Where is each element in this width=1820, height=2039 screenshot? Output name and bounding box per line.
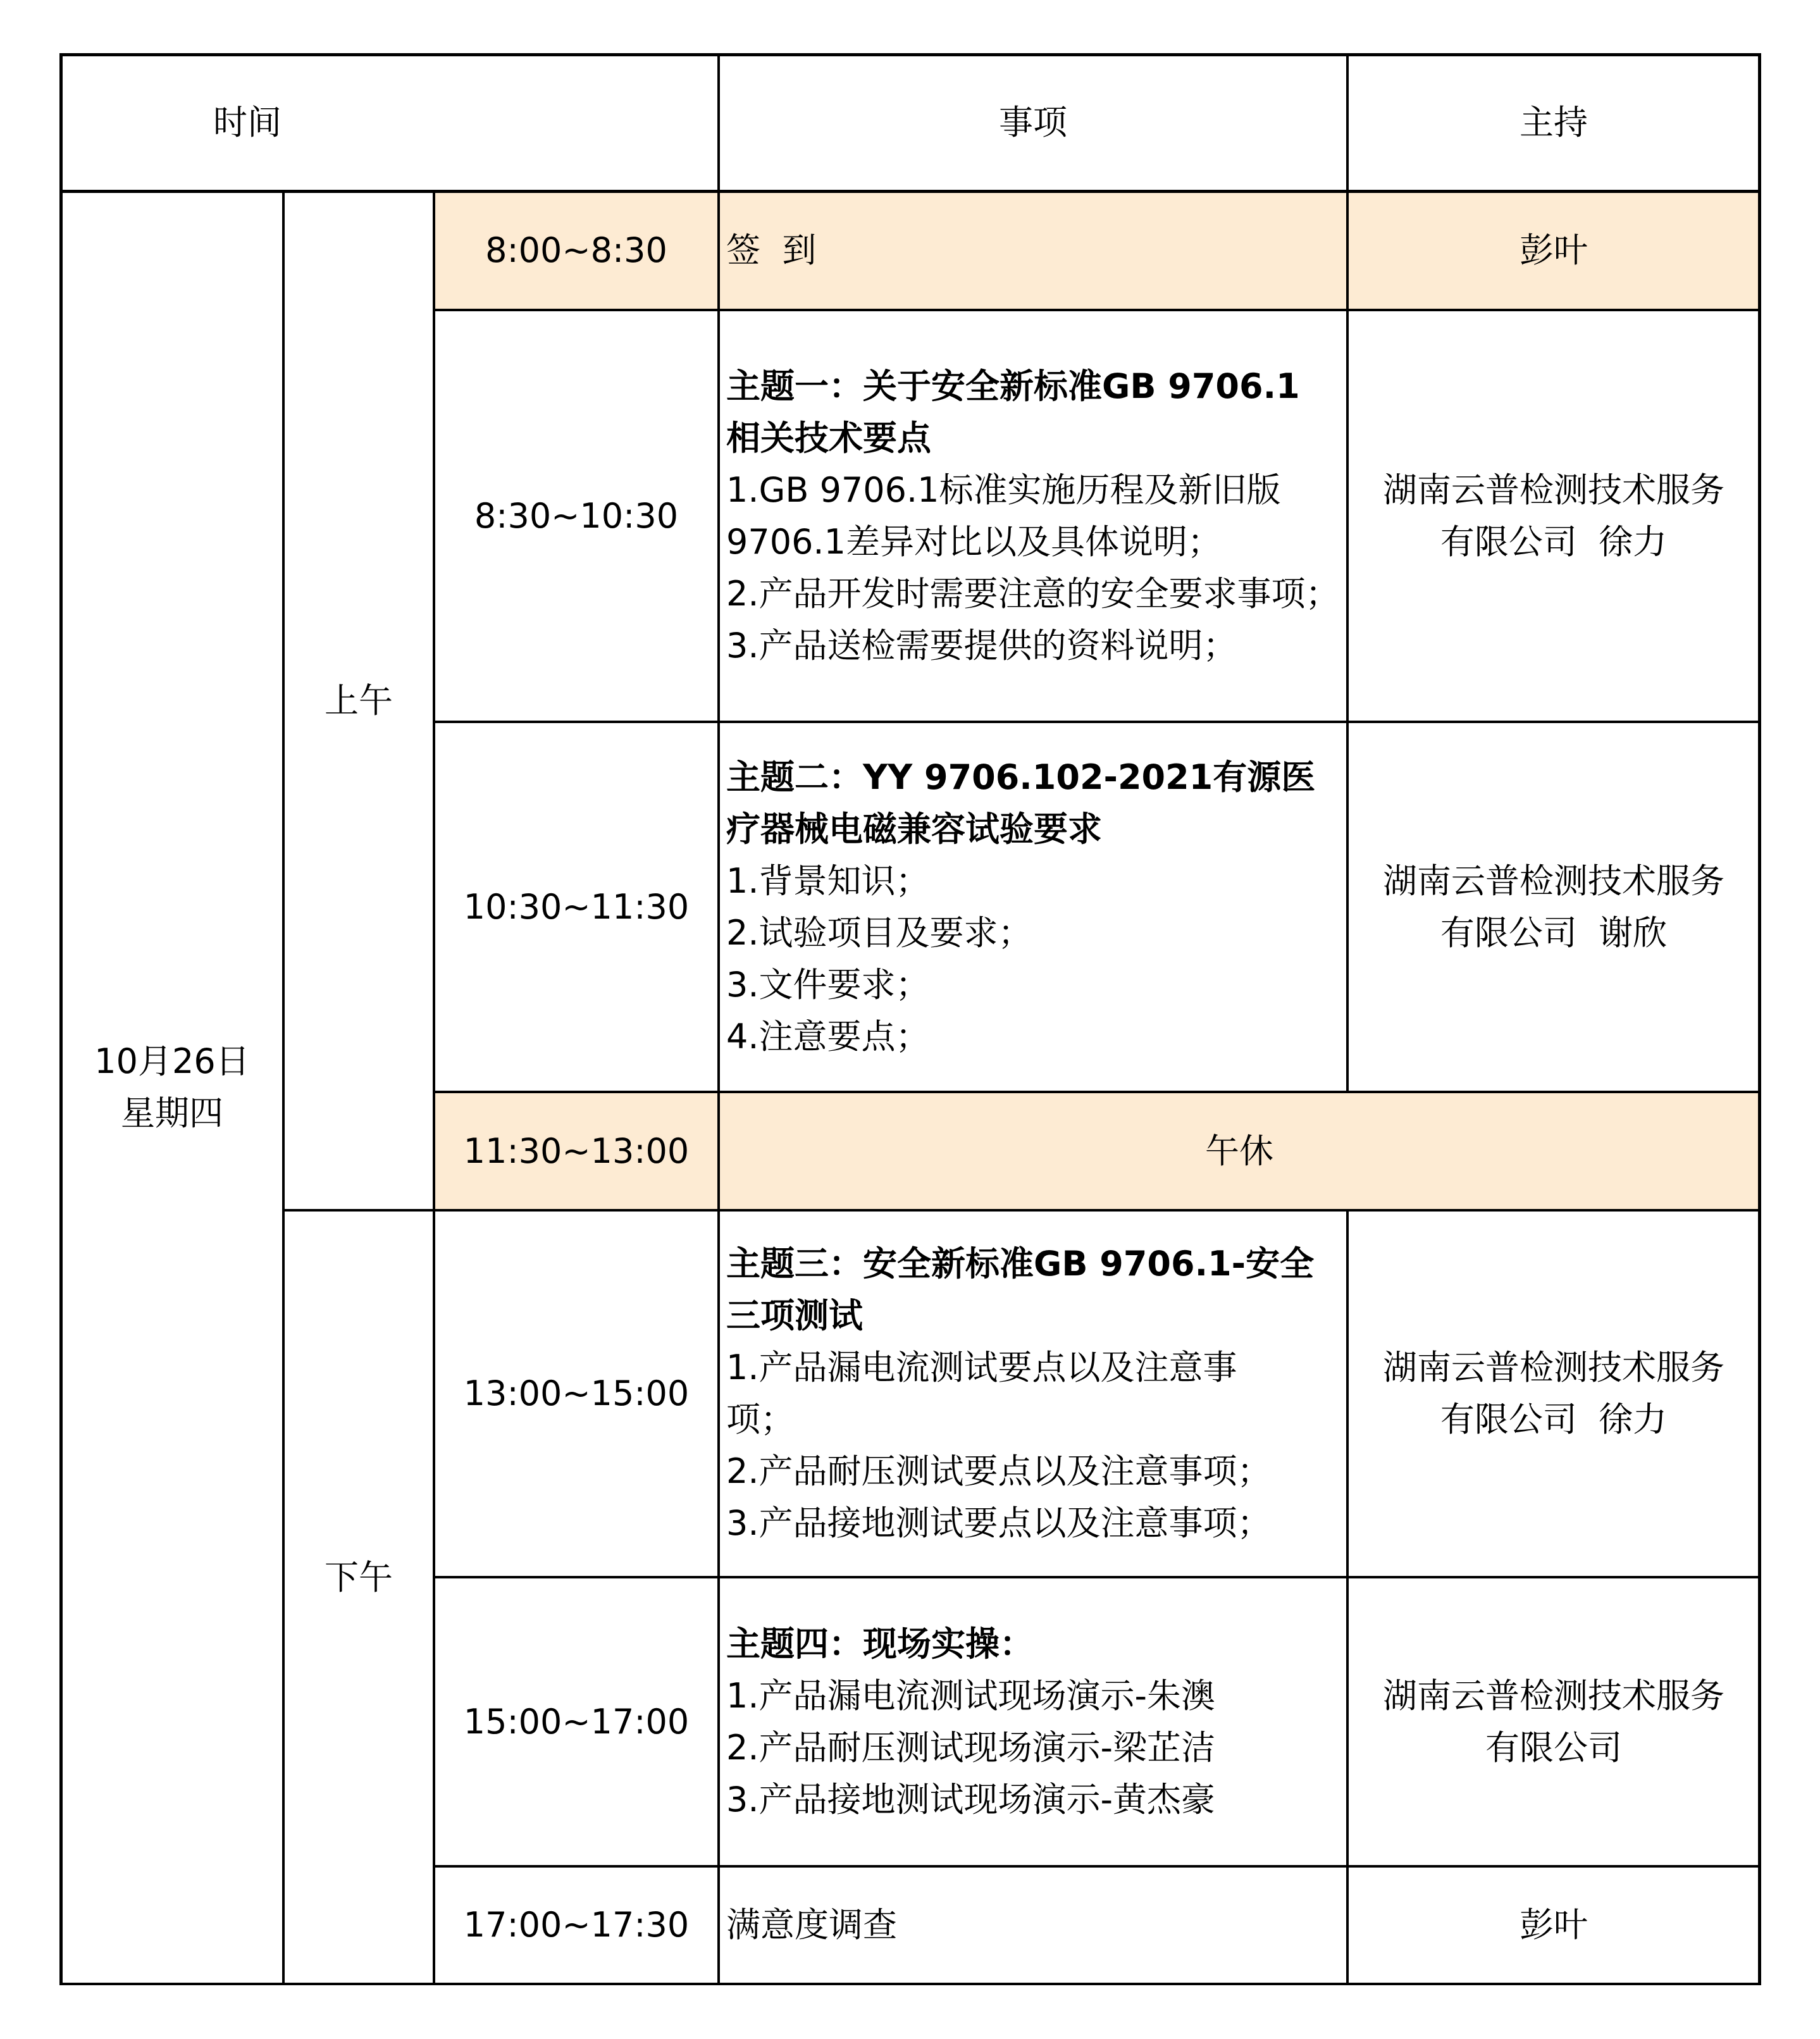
period-morning — [283, 191, 434, 1210]
row-divider — [433, 309, 1761, 311]
time-cell — [434, 1866, 719, 1984]
header-time — [61, 54, 434, 191]
topic-title-line: 三项测试 — [726, 1296, 863, 1336]
event-label: 签 到 — [726, 230, 817, 270]
host-label: 彭叶 — [1520, 230, 1588, 270]
event-cell — [719, 310, 1347, 722]
row-divider — [282, 1209, 1761, 1212]
time-cell — [434, 1092, 719, 1210]
date-cell — [61, 191, 283, 1984]
host-cell — [1347, 1577, 1760, 1866]
table-border-bottom — [59, 1983, 1761, 1985]
time-label: 8:30~10:30 — [474, 495, 679, 536]
header-event-label: 事项 — [999, 102, 1067, 142]
event-cell — [719, 191, 1347, 310]
row-divider — [433, 1091, 1761, 1093]
topic-item: 2.产品开发时需要注意的安全要求事项； — [726, 573, 1340, 614]
time-cell — [434, 310, 719, 722]
lunch-break-label: 午休 — [1205, 1131, 1273, 1171]
row-divider — [433, 1576, 1761, 1578]
topic-item: 3.文件要求； — [726, 964, 930, 1005]
period-afternoon-label: 下午 — [325, 1558, 393, 1597]
divider-event-host-top — [1346, 53, 1349, 1093]
host-name-line: 有限公司 — [1485, 1727, 1622, 1768]
topic-item: 2.产品耐压测试现场演示-梁芷洁 — [726, 1727, 1216, 1768]
time-label: 15:00~17:00 — [463, 1701, 690, 1742]
table-border-right — [1758, 53, 1761, 1985]
event-label: 满意度调查 — [726, 1905, 897, 1945]
host-org-line: 湖南云普检测技术服务 — [1383, 860, 1724, 901]
host-name-line: 有限公司 徐力 — [1440, 521, 1668, 562]
header-divider — [59, 190, 1761, 193]
row-divider — [433, 1865, 1761, 1868]
event-cell — [719, 1210, 1347, 1577]
topic-title-line: 主题一：关于安全新标准GB 9706.1 — [726, 366, 1300, 406]
topic-item: 3.产品接地测试现场演示-黄杰豪 — [726, 1779, 1216, 1819]
topic-title-line: 主题三：安全新标准GB 9706.1-安全 — [726, 1244, 1315, 1284]
topic-item: 1.背景知识； — [726, 860, 930, 901]
host-org-line: 湖南云普检测技术服务 — [1383, 1675, 1724, 1716]
time-label: 17:00~17:30 — [463, 1905, 690, 1945]
host-label: 彭叶 — [1520, 1905, 1588, 1945]
time-cell — [434, 191, 719, 310]
host-org-line: 湖南云普检测技术服务 — [1383, 1348, 1724, 1387]
topic-item: 4.注意要点； — [726, 1016, 930, 1057]
header-host — [1347, 54, 1760, 191]
period-afternoon — [283, 1210, 434, 1984]
header-host-label: 主持 — [1520, 102, 1588, 142]
divider-event-host-bottom — [1346, 1209, 1349, 1985]
divider-date-period — [282, 190, 285, 1985]
topic-item: 2.试验项目及要求； — [726, 912, 1032, 953]
weekday-label: 星期四 — [121, 1093, 223, 1133]
event-cell — [719, 1866, 1347, 1984]
time-label: 10:30~11:30 — [463, 886, 690, 927]
topic-item: 3.产品送检需要提供的资料说明； — [726, 625, 1237, 666]
header-event — [719, 54, 1347, 191]
table-border-left — [59, 53, 63, 1985]
topic-item: 1.产品漏电流测试现场演示-朱澳 — [726, 1675, 1216, 1716]
host-org-line: 湖南云普检测技术服务 — [1383, 469, 1724, 510]
time-label: 13:00~15:00 — [463, 1373, 690, 1413]
header-time-label: 时间 — [213, 102, 282, 142]
topic-title-line: 相关技术要点 — [726, 418, 931, 458]
time-label: 11:30~13:00 — [463, 1131, 690, 1171]
host-cell — [1347, 1210, 1760, 1577]
period-morning-label: 上午 — [325, 680, 393, 721]
topic-item: 2.产品耐压测试要点以及注意事项； — [726, 1451, 1272, 1491]
divider-period-time — [433, 190, 435, 1985]
divider-time-event — [717, 53, 720, 1985]
date-label: 10月26日 — [94, 1041, 250, 1081]
time-cell — [434, 1577, 719, 1866]
event-cell — [719, 722, 1347, 1092]
host-cell — [1347, 1866, 1760, 1984]
topic-item: 1.GB 9706.1标准实施历程及新旧版9706.1差异对比以及具体说明； — [726, 469, 1281, 562]
row-divider — [433, 721, 1761, 723]
time-cell — [434, 722, 719, 1092]
lunch-break-cell — [719, 1092, 1760, 1210]
host-cell — [1347, 722, 1760, 1092]
topic-item: 1.产品漏电流测试要点以及注意事项； — [726, 1348, 1237, 1439]
host-cell — [1347, 191, 1760, 310]
topic-item: 3.产品接地测试要点以及注意事项； — [726, 1503, 1272, 1543]
event-cell — [719, 1577, 1347, 1866]
time-cell — [434, 1210, 719, 1577]
topic-title-line: 疗器械电磁兼容试验要求 — [726, 809, 1102, 849]
time-label: 8:00~8:30 — [485, 230, 667, 270]
table-border-top — [59, 53, 1761, 56]
host-cell — [1347, 310, 1760, 722]
host-name-line: 有限公司 谢欣 — [1440, 912, 1668, 953]
topic-title-line: 主题四：现场实操： — [726, 1623, 1034, 1664]
topic-title-line: 主题二：YY 9706.102-2021有源医 — [726, 757, 1316, 797]
host-name-line: 有限公司 徐力 — [1440, 1399, 1668, 1439]
